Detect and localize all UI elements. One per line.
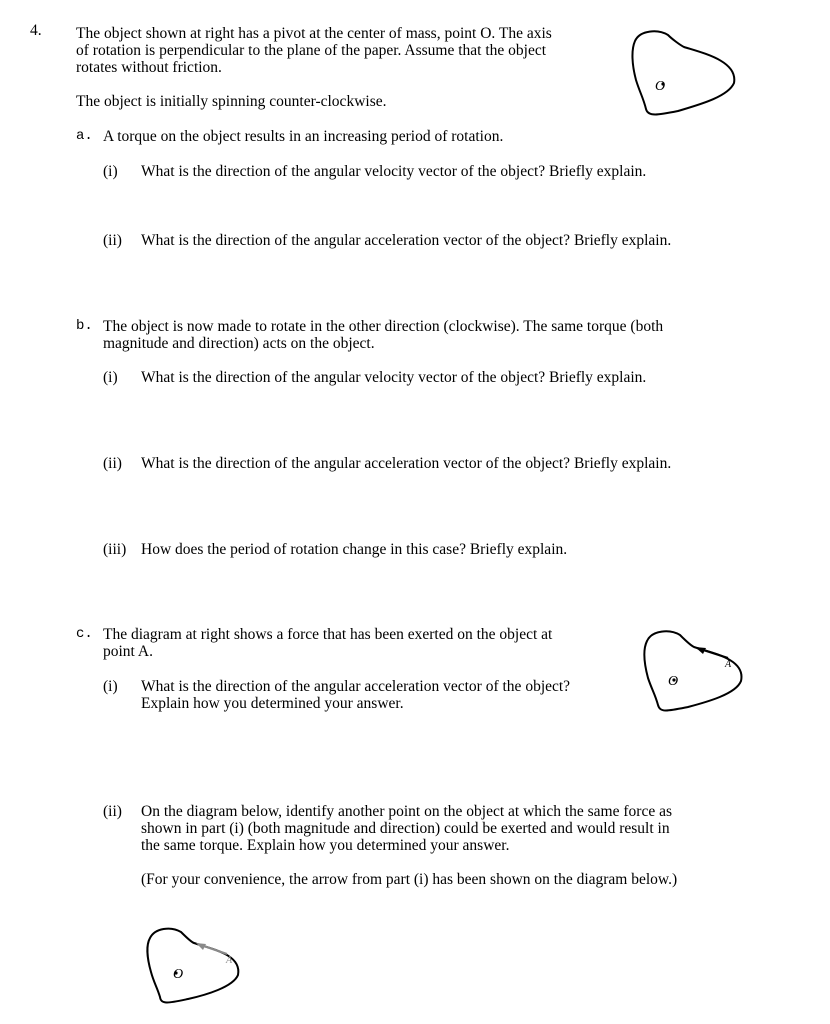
part-b-q2-text: What is the direction of the angular acceleration vector of the object? Briefly explain. [141, 455, 672, 472]
part-b-q3-text: How does the period of rotation change in this case? Briefly explain. [141, 541, 568, 558]
problem-number: 4. [30, 22, 42, 39]
force-point-label-3: A [226, 955, 233, 966]
part-a-text: A torque on the object results in an increasing period of rotation. [103, 128, 504, 145]
object-figure-2 [640, 625, 750, 713]
part-c-q2-note: (For your convenience, the arrow from part (i) has been shown on the diagram below.) [141, 871, 678, 888]
faded-force-arrowhead [196, 943, 206, 950]
part-c-q2-line-2: shown in part (i) (both magnitude and direction) could be exerted and would result in [141, 820, 670, 837]
part-a-q2-text: What is the direction of the angular acceleration vector of the object? Briefly explain. [141, 232, 672, 249]
object-figure-1 [628, 25, 743, 117]
part-c-label: c. [76, 626, 93, 642]
force-arrowhead [695, 647, 706, 654]
object-outline [147, 929, 238, 1003]
part-c-q1-label: (i) [103, 678, 118, 695]
part-c-q1-line-1: What is the direction of the angular acceleration vector of the object? [141, 678, 571, 695]
intro-line-2: of rotation is perpendicular to the plane of the paper. Assume that the object [76, 42, 547, 59]
part-a-q2-label: (ii) [103, 232, 122, 249]
pivot-label-3: O [173, 967, 184, 982]
part-b-text-2: magnitude and direction) acts on the object. [103, 335, 375, 352]
part-b-q1-label: (i) [103, 369, 118, 386]
object-outline [632, 31, 734, 114]
part-b-q1-text: What is the direction of the angular velocity vector of the object? Briefly explain. [141, 369, 647, 386]
pivot-label-1: O [655, 79, 666, 94]
part-c-q2-line-3: the same torque. Explain how you determined your answer. [141, 837, 510, 854]
part-c-q1-line-2: Explain how you determined your answer. [141, 695, 404, 712]
part-c-text-1: The diagram at right shows a force that has been exerted on the object at [103, 626, 553, 643]
part-c-text-2: point A. [103, 643, 153, 660]
intro-line-3: rotates without friction. [76, 59, 222, 76]
intro-line-1: The object shown at right has a pivot at the center of mass, point O. The axis [76, 25, 552, 42]
pivot-label-2: O [668, 674, 679, 689]
part-c-q2-line-1: On the diagram below, identify another point on the object at which the same force as [141, 803, 672, 820]
part-a-q1-label: (i) [103, 163, 118, 180]
part-a-q1-text: What is the direction of the angular velocity vector of the object? Briefly explain. [141, 163, 647, 180]
part-a-label: a. [76, 128, 93, 144]
initial-state: The object is initially spinning counter-clockwise. [76, 93, 387, 110]
force-point-label-2: A [725, 659, 732, 670]
part-b-label: b. [76, 318, 93, 334]
part-b-q3-label: (iii) [103, 541, 127, 558]
part-b-text-1: The object is now made to rotate in the other direction (clockwise). The same torque (both [103, 318, 664, 335]
part-c-q2-label: (ii) [103, 803, 122, 820]
part-b-q2-label: (ii) [103, 455, 122, 472]
